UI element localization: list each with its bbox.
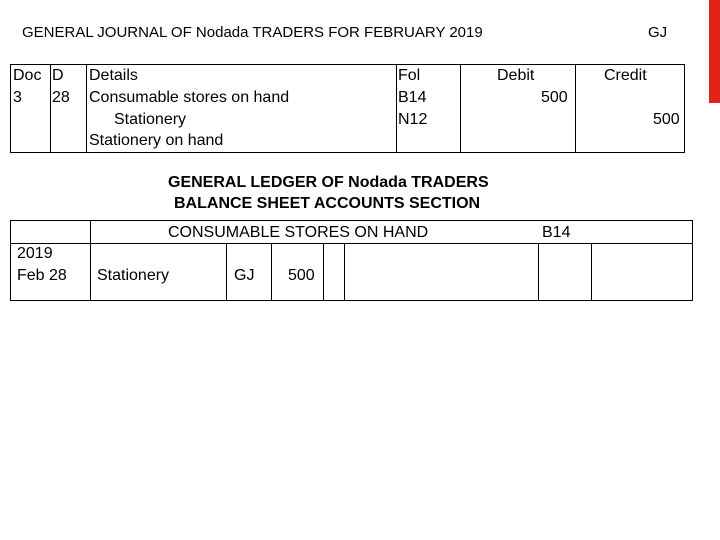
entry-narration: Stationery on hand xyxy=(89,132,224,149)
header-credit: Credit xyxy=(604,67,647,84)
entry-credit-account: Stationery xyxy=(114,111,187,128)
header-debit: Debit xyxy=(497,67,535,84)
journal-title: GENERAL JOURNAL OF Nodada TRADERS FOR FEBRUARY 2019 xyxy=(22,24,483,41)
account-name: CONSUMABLE STORES ON HAND xyxy=(168,224,429,241)
header-d: D xyxy=(52,67,64,84)
ledger-entry-amount: 500 xyxy=(288,267,315,284)
account-folio: B14 xyxy=(542,224,571,241)
entry-doc: 3 xyxy=(13,89,22,106)
entry-credit-folio: N12 xyxy=(398,111,428,128)
ledger-entry-year: 2019 xyxy=(17,245,53,262)
header-doc: Doc xyxy=(13,67,42,84)
entry-debit-folio: B14 xyxy=(398,89,427,106)
entry-credit-amount: 500 xyxy=(653,111,680,128)
entry-day: 28 xyxy=(52,89,70,106)
header-details: Details xyxy=(89,67,138,84)
ledger-entry-folio: GJ xyxy=(234,267,255,284)
red-accent-bar xyxy=(709,0,720,103)
entry-debit-amount: 500 xyxy=(541,89,568,106)
ledger-section-title: BALANCE SHEET ACCOUNTS SECTION xyxy=(174,195,481,212)
ledger-title: GENERAL LEDGER OF Nodada TRADERS xyxy=(168,174,489,191)
journal-code: GJ xyxy=(648,24,668,41)
ledger-entry-details: Stationery xyxy=(97,267,170,284)
ledger-entry-date: Feb 28 xyxy=(17,267,67,284)
header-fol: Fol xyxy=(398,67,421,84)
entry-debit-account: Consumable stores on hand xyxy=(89,89,290,106)
